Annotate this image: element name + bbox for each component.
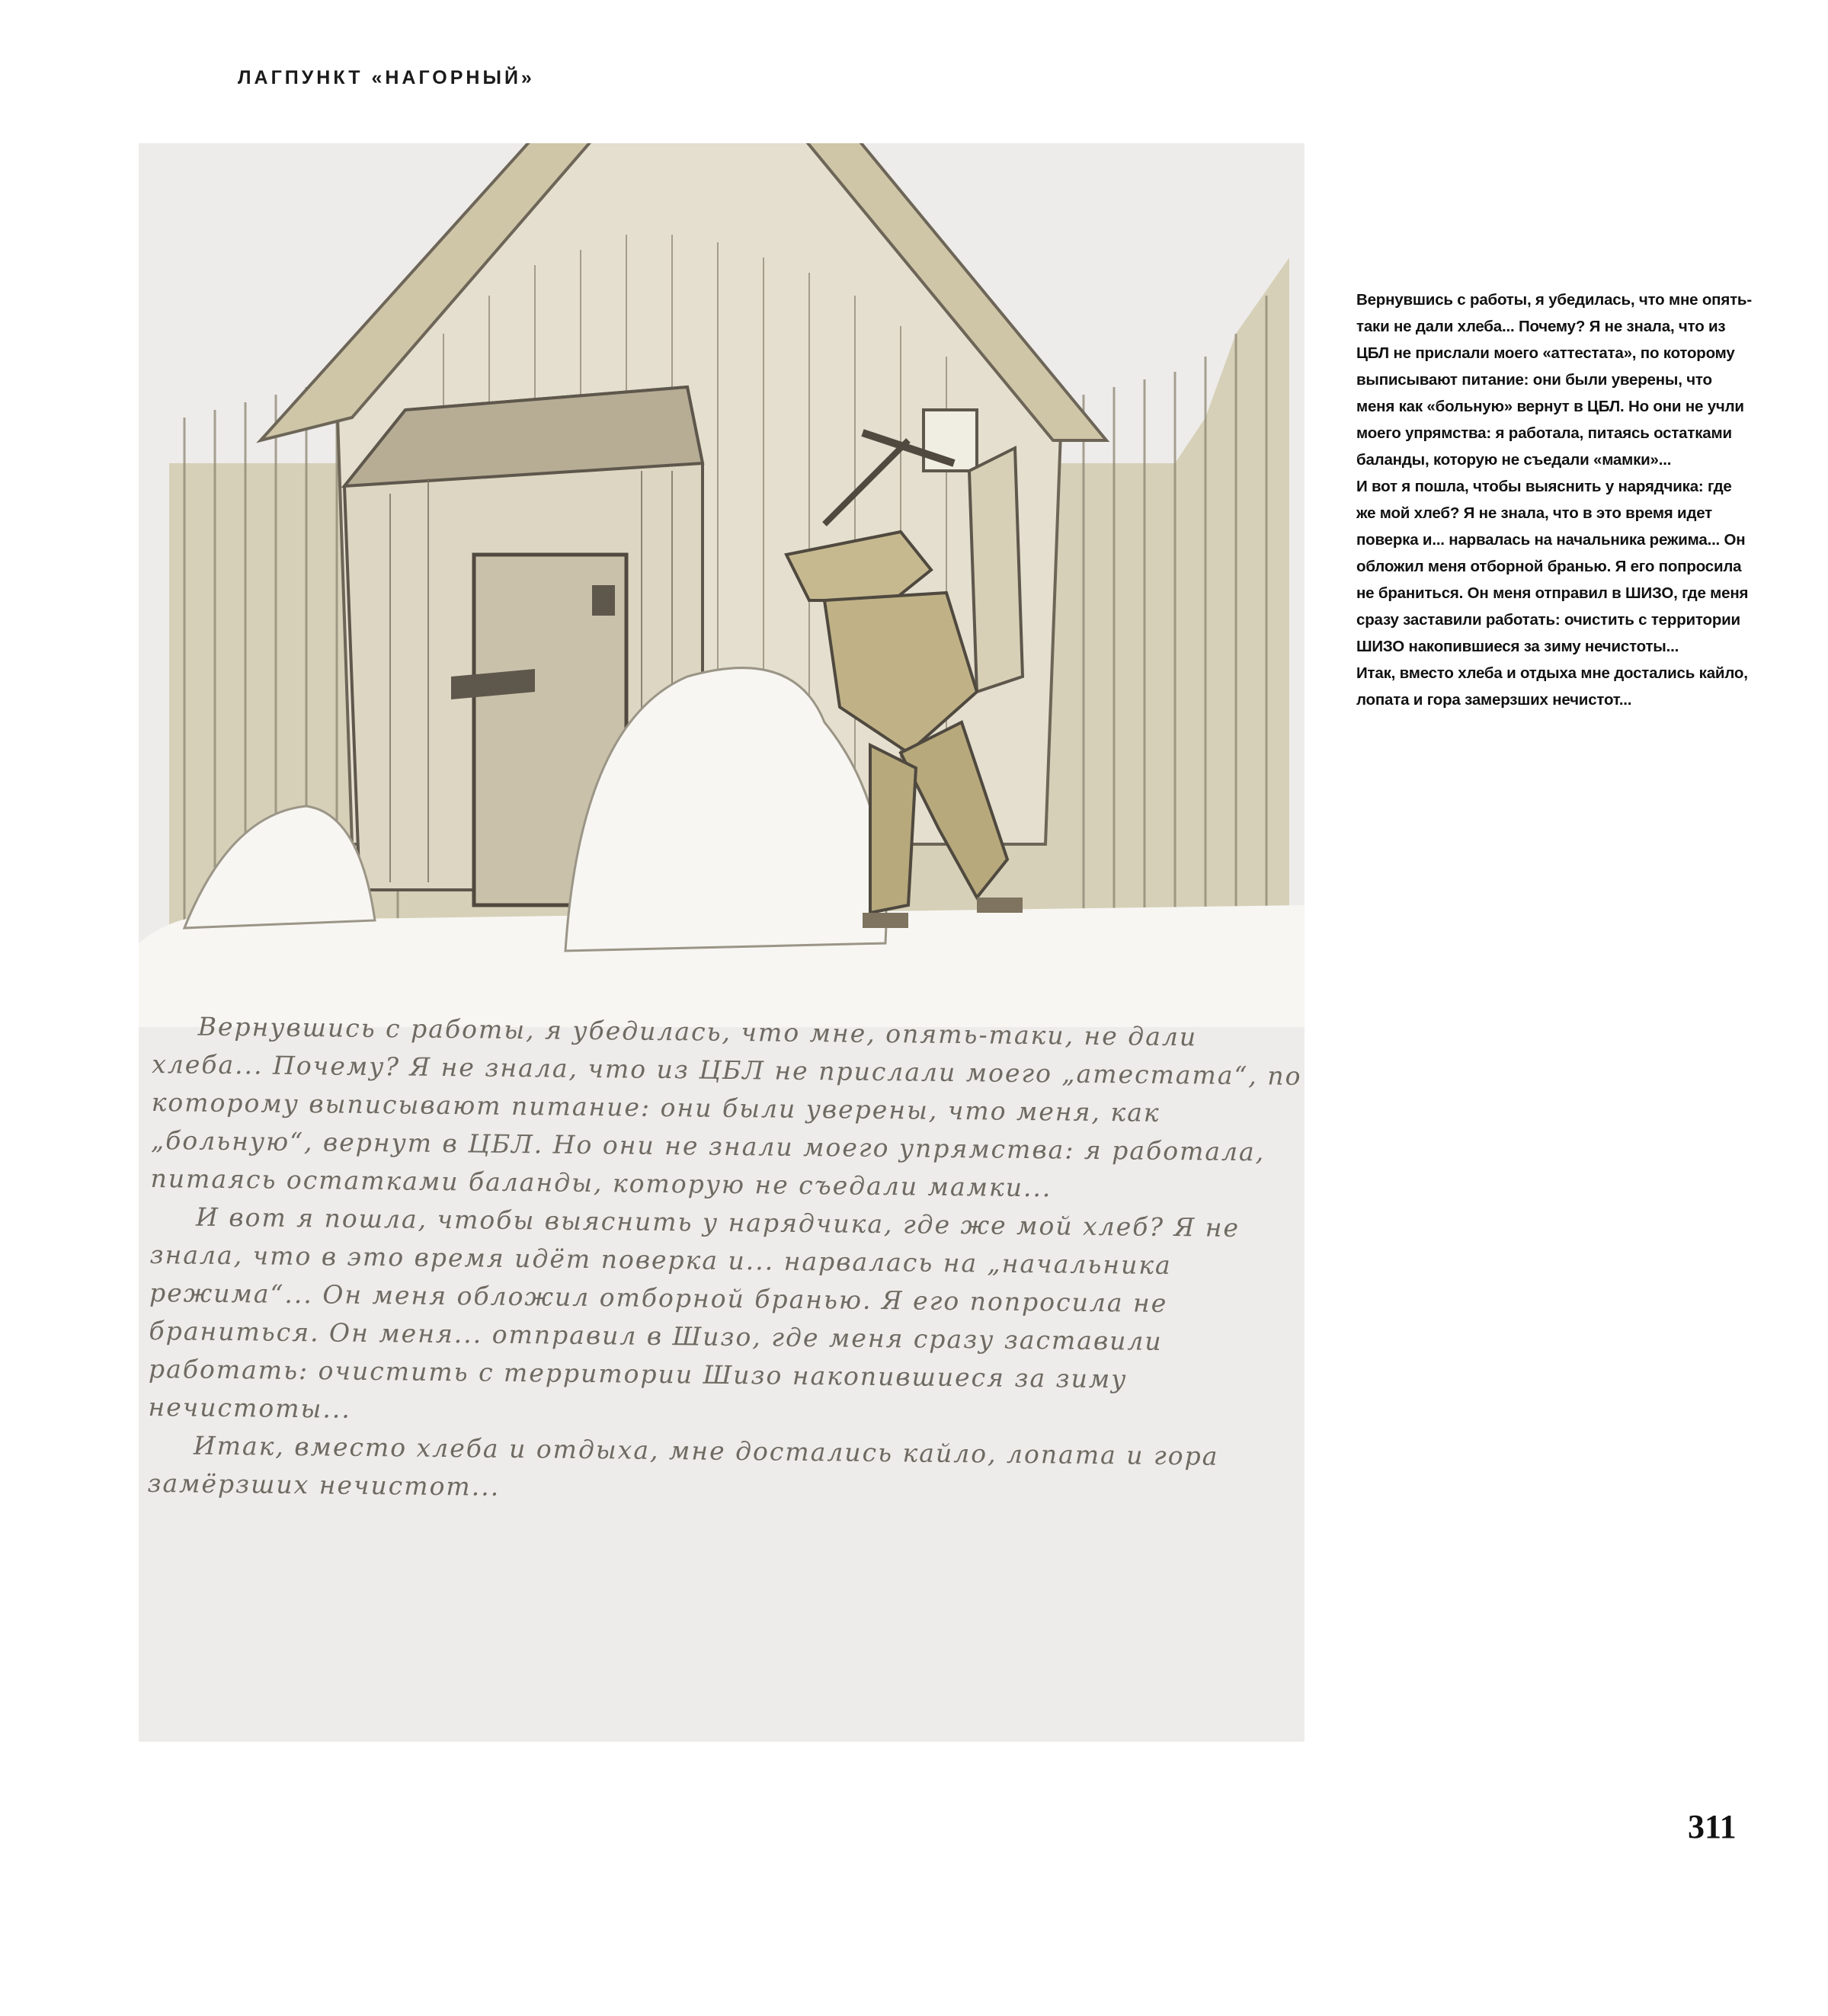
caption-column bbox=[1356, 286, 1753, 713]
caption-paragraph: Итак, вместо хлеба и отдыха мне достались кайло, лопата и гора замерзших нечистот... bbox=[1356, 664, 1748, 709]
caption-paragraph: Вернувшись с работы, я убедилась, что мне опять-таки не дали хлеба... Почему? Я не знала, что из ЦБЛ не прислали моего «аттестата», по которому выписывают питание: они были уверены, что меня как «больную» вернут в ЦБЛ. Но они не учли моего упрямства: я работала, питаясь остатками баланды, которую не съедали «мамки»... bbox=[1356, 291, 1752, 469]
door-latch bbox=[592, 585, 615, 616]
caption-paragraph: И вот я пошла, чтобы выяснить у нарядчика: где же мой хлеб? Я не знала, что в это время идет поверка и... нарвалась на начальника режима... Он обложил меня отборной бранью. Я его попросила не браниться. Он меня отправил в ШИЗО, где меня сразу заставили работать: очистить с территории ШИЗО накопившиеся за зиму нечистоты... bbox=[1356, 478, 1749, 655]
handwritten-paragraph: Вернувшись с работы, я убедилась, что мне, опять-таки, не дали хлеба... Почему? Я не знала, что из ЦБЛ не прислали моего „атестата“, по которому выписывают питание: они были уверены, что меня, как „больную“, вернут в ЦБЛ. Но они не знали моего упрямства: я работала, питаясь остатками баланды, которую не съедали мамки... bbox=[150, 1011, 1302, 1203]
open-door bbox=[969, 448, 1023, 692]
handwritten-paragraph: Итак, вместо хлеба и отдыха, мне достались кайло, лопата и гора замёрзших нечистот... bbox=[147, 1430, 1219, 1502]
page-number: 311 bbox=[1688, 1808, 1737, 1845]
running-head: ЛАГПУНКТ «НАГОРНЫЙ» bbox=[238, 67, 535, 88]
pencil-drawing bbox=[139, 143, 1305, 1742]
handwritten-text bbox=[147, 1007, 1305, 1515]
handwritten-paragraph: И вот я пошла, чтобы выяснить у нарядчика, где же мой хлеб? Я не знала, что в это время идёт поверка и... нарвалась на „начальника режима“... Он меня обложил отборной бранью. Я его попросила не браниться. Он меня... отправил в Шизо, где меня сразу заставили работать: очистить с территории Шизо накопившиеся за зиму нечистоты... bbox=[148, 1202, 1241, 1424]
